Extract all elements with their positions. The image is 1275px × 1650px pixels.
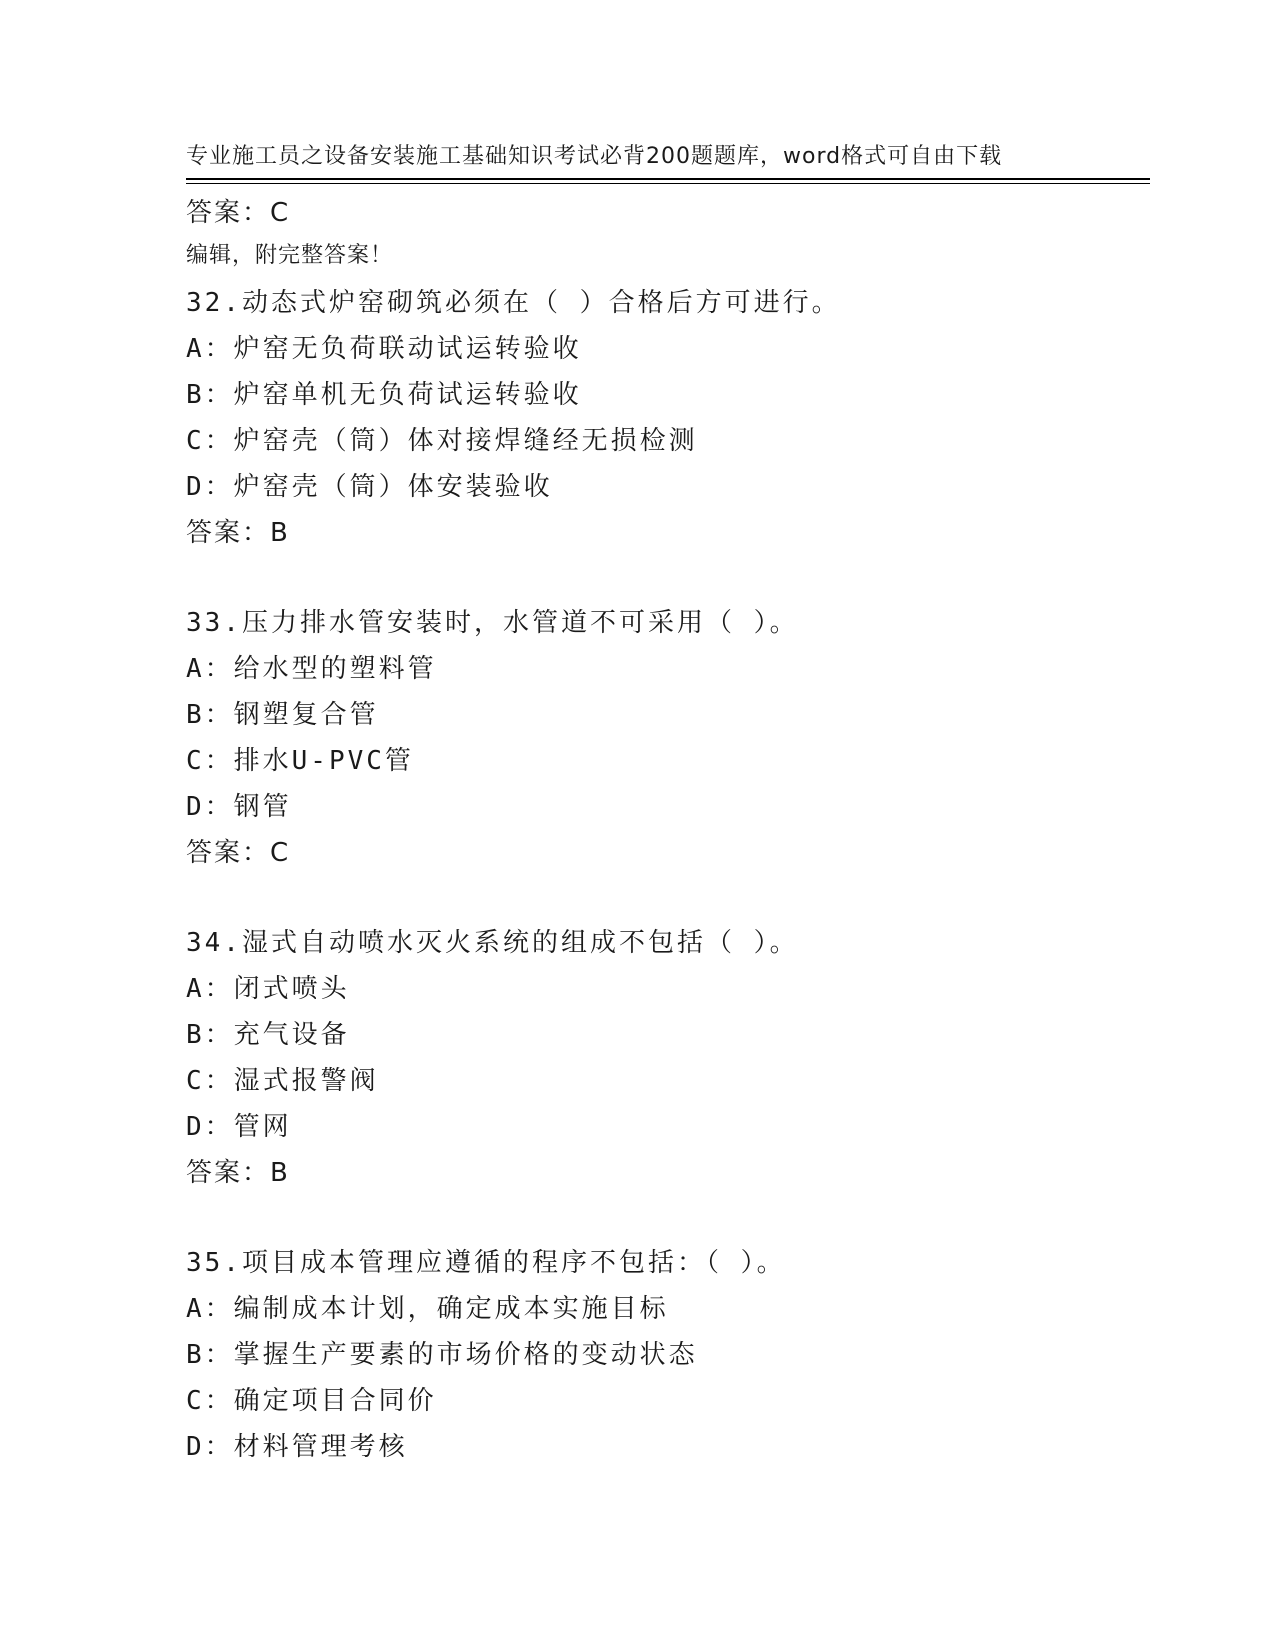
option-c: C：排水U-PVC管 <box>186 746 414 776</box>
option-b: B：掌握生产要素的市场价格的变动状态 <box>186 1340 698 1370</box>
option-d: D：炉窑壳（筒）体安装验收 <box>186 472 553 502</box>
question-list <box>186 190 1146 1470</box>
question-stem: 35.项目成本管理应遵循的程序不包括：（ ）。 <box>186 1248 786 1278</box>
answer-line: 答案：B <box>186 518 290 548</box>
header-divider-thin <box>186 183 1150 184</box>
answer-line: 答案：C <box>186 838 291 868</box>
question-34 <box>186 920 1146 1196</box>
option-d: D：钢管 <box>186 792 292 822</box>
option-c: C：炉窑壳（筒）体对接焊缝经无损检测 <box>186 426 698 456</box>
question-stem: 33.压力排水管安装时，水管道不可采用（ ）。 <box>186 608 799 638</box>
question-35 <box>186 1240 1146 1470</box>
option-a: A：给水型的塑料管 <box>186 654 437 684</box>
option-c: C：湿式报警阀 <box>186 1066 379 1096</box>
answer-line: 答案：B <box>186 1158 290 1188</box>
answer-line: 答案：C <box>186 198 291 228</box>
question-stem: 32.动态式炉窑砌筑必须在（ ）合格后方可进行。 <box>186 288 841 318</box>
option-b: B：炉窑单机无负荷试运转验收 <box>186 380 582 410</box>
question-stem: 34.湿式自动喷水灭火系统的组成不包括（ ）。 <box>186 928 799 958</box>
header-divider-thick <box>186 178 1150 180</box>
header-line-2: 编辑，附完整答案！ <box>186 243 394 268</box>
option-a: A：炉窑无负荷联动试运转验收 <box>186 334 582 364</box>
option-b: B：钢塑复合管 <box>186 700 379 730</box>
option-c: C：确定项目合同价 <box>186 1386 437 1416</box>
option-d: D：材料管理考核 <box>186 1432 408 1462</box>
option-a: A：编制成本计划，确定成本实施目标 <box>186 1294 669 1324</box>
question-32 <box>186 280 1146 556</box>
option-a: A：闭式喷头 <box>186 974 350 1004</box>
question-33 <box>186 600 1146 876</box>
option-d: D：管网 <box>186 1112 292 1142</box>
header-line-1: 专业施工员之设备安装施工基础知识考试必背200题题库，word格式可自由下载 <box>186 144 1003 169</box>
option-b: B：充气设备 <box>186 1020 350 1050</box>
